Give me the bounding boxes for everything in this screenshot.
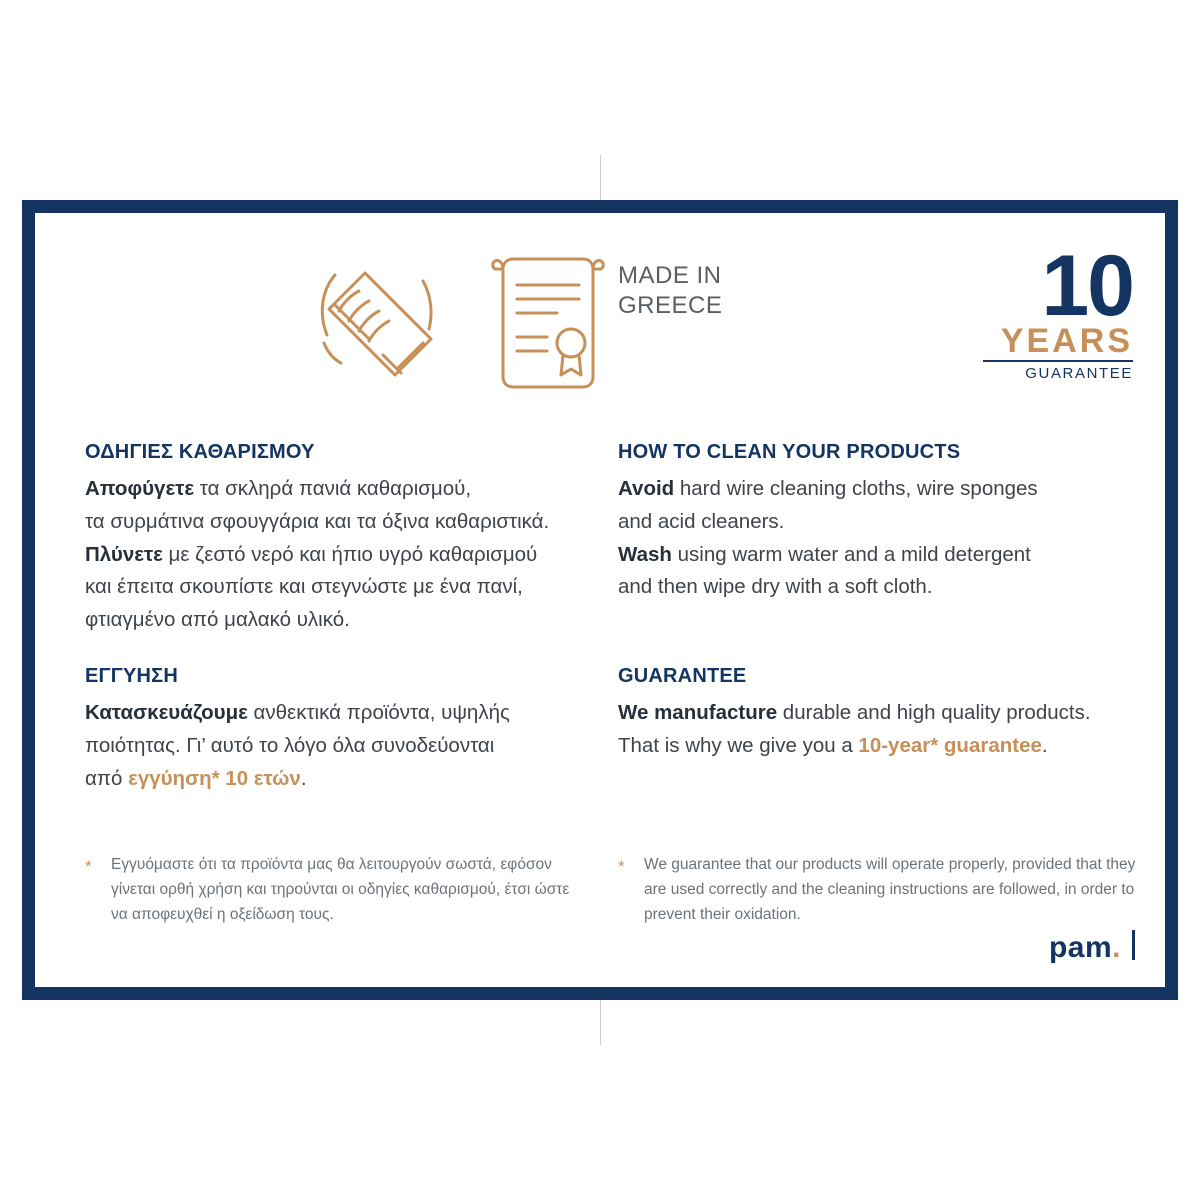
made-in-line-2: GREECE (618, 292, 723, 319)
right-cleaning-bold-2: Wash (618, 542, 672, 566)
made-in-line-1: MADE IN (618, 262, 722, 289)
left-cleaning-block (85, 441, 585, 637)
left-guarantee-bold-1: Κατασκευάζουμε (85, 701, 248, 724)
right-cleaning-text-4: and then wipe dry with a soft cloth. (618, 575, 933, 599)
right-cleaning-paragraph (618, 473, 1138, 604)
left-guarantee-text-4: . (300, 766, 307, 790)
left-cleaning-bold-1: Αποφύγετε (85, 477, 195, 500)
right-column (600, 213, 1165, 987)
left-guarantee-text-2: ποιότητας. Γι’ αυτό το λόγο όλα συνοδεύονται (85, 733, 495, 757)
left-guarantee-paragraph (85, 697, 585, 795)
left-cleaning-text-3: με ζεστό νερό και ήπιο υγρό καθαρισμού (162, 542, 538, 566)
right-cleaning-text-3: using warm water and a mild detergent (671, 542, 1031, 566)
logo-dot: . (1112, 931, 1121, 964)
left-column (35, 213, 600, 987)
right-guarantee-heading: GUARANTEE (618, 665, 747, 687)
left-guarantee-text-3: από (85, 766, 129, 790)
ten-years-guarantee-badge (983, 238, 1133, 382)
right-cleaning-bold-1: Avoid (618, 477, 675, 500)
right-guarantee-bold-1: We manufacture (618, 701, 778, 724)
made-in-greece-label (618, 261, 722, 321)
right-footnote-asterisk: * (618, 857, 625, 876)
right-guarantee-block (618, 665, 1138, 763)
left-cleaning-text-1: τα σκληρά πανιά καθαρισμού, (194, 477, 472, 500)
right-guarantee-text-2: That is why we give you a (618, 733, 859, 757)
badge-number: 10 (1041, 238, 1133, 334)
left-cleaning-bold-2: Πλύνετε (85, 542, 163, 566)
right-cleaning-text-2: and acid cleaners. (618, 509, 785, 533)
left-guarantee-accent: εγγύηση* 10 ετών (128, 766, 301, 790)
left-cleaning-paragraph (85, 473, 585, 637)
card-inner (35, 213, 1165, 987)
left-cleaning-text-5: φτιαγμένο από μαλακό υλικό. (85, 608, 350, 632)
left-guarantee-block (85, 665, 585, 795)
right-cleaning-text-1: hard wire cleaning cloths, wire sponges (674, 477, 1038, 500)
right-cleaning-block (618, 441, 1138, 604)
certificate-icon (487, 251, 607, 391)
badge-guarantee-label: GUARANTEE (983, 360, 1133, 382)
icon-row (305, 251, 607, 391)
right-footnote (618, 853, 1138, 927)
right-guarantee-accent: 10-year* guarantee (858, 733, 1042, 757)
card-frame (22, 200, 1178, 1000)
right-guarantee-text-3: . (1041, 733, 1048, 757)
left-cleaning-text-2: τα συρμάτινα σφουγγάρια και τα όξινα καθαριστικά. (85, 509, 550, 533)
right-guarantee-paragraph (618, 697, 1138, 763)
right-cleaning-heading: HOW TO CLEAN YOUR PRODUCTS (618, 441, 961, 463)
hand-cleaning-icon (305, 251, 445, 391)
left-cleaning-heading: ΟΔΗΓΙΕΣ ΚΑΘΑΡΙΣΜΟΥ (85, 441, 315, 463)
left-cleaning-text-4: και έπειτα σκουπίστε και στεγνώστε με ένα πανί, (85, 575, 523, 599)
right-guarantee-text-1: durable and high quality products. (777, 701, 1091, 724)
right-footnote-text: We guarantee that our products will operate properly, provided that they are used correctly and the cleaning instructions are followed, in order to prevent their oxidation. (644, 856, 1136, 923)
left-guarantee-text-1: ανθεκτικά προϊόντα, υψηλής (247, 701, 510, 724)
left-footnote (85, 853, 577, 927)
logo-name: pam (1048, 931, 1113, 964)
left-footnote-text: Εγγυόμαστε ότι τα προϊόντα μας θα λειτουργούν σωστά, εφόσον γίνεται ορθή χρήση και τηρούνται οι οδηγίες καθαρισμού, έτσι ώστε να αποφευχθεί η οξείδωση τους. (111, 856, 570, 923)
pam-logo (1049, 927, 1135, 965)
left-guarantee-heading: ΕΓΓΥΗΣΗ (85, 665, 179, 687)
badge-years-label: YEARS (1000, 321, 1133, 360)
left-footnote-asterisk: * (85, 857, 92, 876)
logo-bar (1132, 930, 1135, 960)
